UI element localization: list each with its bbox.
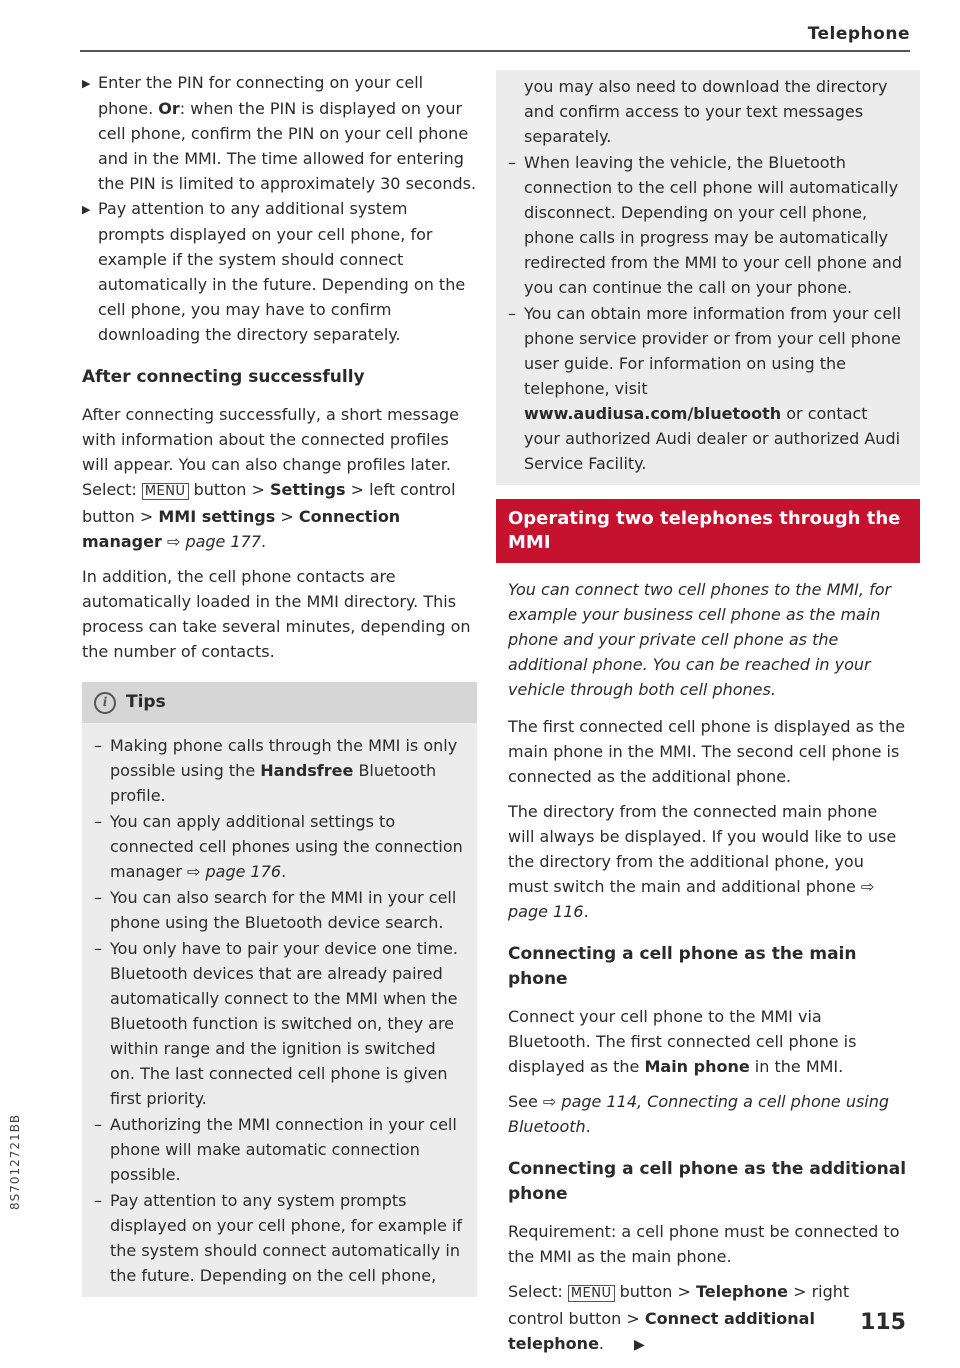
- para-select-additional: Select: MENU button > Telephone > right control button > Connect additional telephone. ▶: [508, 1282, 850, 1353]
- page-ref-link[interactable]: page 116: [508, 902, 584, 921]
- subhead-additional-phone: Connecting a cell phone as the additional phone: [508, 1159, 907, 1204]
- subhead-main-phone: Connecting a cell phone as the main phone: [508, 944, 857, 989]
- tip-item: – Pay attention to any system prompts displayed on your cell phone, for example if the system should connect automatically in the future. Depending on the cell phone,: [94, 1191, 462, 1285]
- tips-box: [82, 682, 477, 1297]
- page-ref-link[interactable]: page 176: [205, 862, 282, 881]
- header-rule: [80, 50, 910, 52]
- tip-item: – You can also search for the MMI in your cell phone using the Bluetooth device search.: [94, 888, 457, 932]
- info-icon: i: [94, 692, 116, 714]
- page-ref-link[interactable]: page 114, Connecting a cell phone using Bluetooth: [508, 1092, 890, 1136]
- tip-item-continued: you may also need to download the directory and confirm access to your text messages separately.: [524, 77, 888, 146]
- para-directory: The directory from the connected main phone will always be displayed. If you would like to use the directory from the additional phone, you must switch the main and additional phone ⇨ page 116.: [508, 802, 897, 921]
- section-intro: You can connect two cell phones to the MMI, for example your business cell phone as the main phone and your private cell phone as the additional phone. You can be reached in your vehicle through both cell phones.: [508, 580, 892, 699]
- tip-item: – Making phone calls through the MMI is only possible using the Handsfree Bluetooth profile.: [94, 736, 458, 805]
- para-contacts: In addition, the cell phone contacts are automatically loaded in the MMI directory. This process can take several minutes, depending on the number of contacts.: [82, 567, 471, 661]
- running-head: Telephone: [807, 24, 910, 44]
- triangle-bullet-icon: ▶: [82, 203, 91, 216]
- menu-button-label: MENU: [568, 1285, 615, 1302]
- step-2: ▶ Pay attention to any additional system prompts displayed on your cell phone, for example if the system should connect automatically in the future. Depending on the cell phone, you may have to confirm downloading the directory separately.: [82, 199, 466, 344]
- tip-item: – You only have to pair your device one time. Bluetooth devices that are already paired automatically connect to the MMI when the Bluetooth function is switched on, they are within range and the ignition is switched on. The last connected cell phone is given first priority.: [94, 939, 458, 1108]
- audi-url-link[interactable]: www.audiusa.com/bluetooth: [524, 404, 782, 423]
- tip-item: – When leaving the vehicle, the Bluetooth connection to the cell phone will automatically disconnect. Depending on your cell phone, phone calls in progress may be automatically redirected from the MMI to your cell phone and you can continue the call on your phone.: [508, 153, 903, 297]
- section-title: Operating two telephones through the MMI: [496, 499, 920, 563]
- para-after-connecting: After connecting successfully, a short message with information about the connected profiles will appear. You can also change profiles later. Select: MENU button > Settings > left control button > MMI settings > Connection manager ⇨ page 177.: [82, 405, 460, 551]
- subhead-after-connecting: After connecting successfully: [82, 367, 365, 387]
- right-column: [508, 74, 908, 1368]
- tips-header: i Tips: [82, 682, 477, 723]
- para-main-phone: The first connected cell phone is displayed as the main phone in the MMI. The second cell phone is connected as the additional phone.: [508, 717, 906, 786]
- step-1: ▶ Enter the PIN for connecting on your cell phone. Or: when the PIN is displayed on your cell phone, confirm the PIN on your cell phone and in the MMI. The time allowed for entering the PIN is limited to approximately 30 seconds.: [82, 73, 477, 193]
- tip-item: – You can apply additional settings to connected cell phones using the connection manager ⇨ page 176.: [94, 812, 463, 881]
- para-see-ref: See ⇨ page 114, Connecting a cell phone using Bluetooth.: [508, 1092, 890, 1136]
- para-requirement: Requirement: a cell phone must be connected to the MMI as the main phone.: [508, 1222, 900, 1266]
- para-connect-main: Connect your cell phone to the MMI via Bluetooth. The first connected cell phone is displayed as the Main phone in the MMI.: [508, 1007, 857, 1076]
- document-code: 8S7012721BB: [8, 1113, 22, 1210]
- page-number: 115: [860, 1310, 906, 1335]
- menu-button-label: MENU: [142, 483, 189, 500]
- tips-box-continued: [496, 70, 920, 485]
- tip-item: – You can obtain more information from your cell phone service provider or from your cell phone user guide. For information on using the telephone, visit www.audiusa.com/bluetooth or contact your authorized Audi dealer or authorized Audi Service Facility.: [508, 304, 902, 473]
- triangle-bullet-icon: ▶: [82, 77, 91, 90]
- continue-arrow-icon: ▶: [634, 1337, 645, 1353]
- page-ref-link[interactable]: page 177: [185, 532, 262, 551]
- tip-item: – Authorizing the MMI connection in your cell phone will make automatic connection possible.: [94, 1115, 457, 1184]
- left-column: [82, 70, 477, 1297]
